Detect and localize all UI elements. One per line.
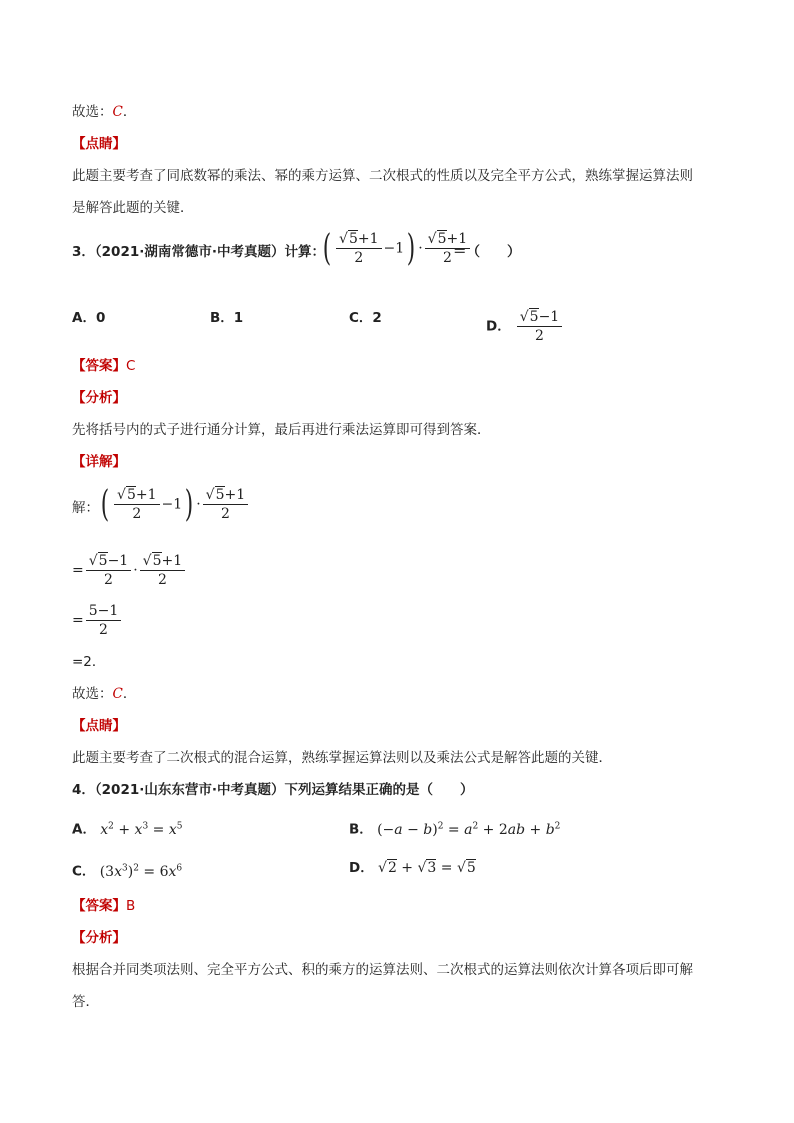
option-b: [210, 308, 243, 328]
option-value: 2: [372, 310, 382, 326]
solution-step-3: = $\frac{5-1}{2}$: [72, 602, 123, 639]
dianjing-text-3: 此题主要考查了二次根式的混合运算，熟练掌握运算法则以及乘法公式是解答此题的关键．: [72, 750, 612, 766]
choose-line-3: [72, 684, 136, 704]
answer-line-3: [72, 356, 135, 376]
option-d: D． $\frac{√5-1}{2}$: [486, 308, 564, 345]
analysis-text-4a: 根据合并同类项法则、完全平方公式、积的乘方的运算法则、二次根式的运算法则依次计算各项后即可解: [72, 962, 693, 978]
question-3-expression: ( $\frac{√5+1}{2}$ −1) · $\frac{√5+1}{2}$: [320, 230, 472, 267]
question-number: 3．: [72, 244, 95, 260]
option-b: [349, 816, 560, 840]
option-c: [349, 308, 382, 328]
solution-prefix: 解：: [72, 500, 99, 516]
choose-prefix: 故选：: [72, 104, 113, 120]
option-label: B．: [210, 310, 234, 326]
answer-line-4: [72, 896, 135, 916]
question-3-blank: ＝（ ）: [453, 244, 521, 260]
dianjing-text-1b: 是解答此题的关键．: [72, 200, 194, 216]
answer-tag: 【答案】: [72, 358, 126, 374]
detail-tag-3: 【详解】: [72, 454, 126, 470]
solution-step-1: ( $\frac{√5+1}{2}$ −1) · $\frac{√5+1}{2}$: [98, 486, 250, 523]
option-value: 1: [233, 310, 244, 326]
choose-prefix: 故选：: [72, 686, 113, 702]
option-value: 0: [95, 310, 106, 326]
option-label: C．: [349, 310, 373, 326]
dianjing-tag-3: 【点睛】: [72, 718, 126, 734]
answer-value: B: [126, 898, 136, 914]
choose-answer: C: [112, 686, 123, 702]
option-a: [72, 816, 182, 840]
option-a-formula: $x^2 + x^3 = x^5$: [100, 821, 183, 838]
analysis-text-3: 先将括号内的式子进行通分计算，最后再进行乘法运算即可得到答案．: [72, 422, 491, 438]
question-stem: 计算：: [284, 244, 325, 260]
question-stem: 下列运算结果正确的是（ ）: [284, 782, 474, 798]
option-label: A．: [72, 821, 96, 838]
question-number: 4．: [72, 782, 95, 798]
option-b-formula: $(-a - b)^2 = a^2 + 2ab + b^2$: [377, 821, 561, 838]
option-label: A．: [72, 310, 96, 326]
choose-answer: C: [112, 104, 123, 120]
option-d-formula: √2 + √3 = √5: [378, 860, 476, 876]
analysis-tag-3: 【分析】: [72, 390, 126, 406]
question-source: （2021·山东东营市·中考真题）: [94, 782, 285, 798]
solution-step-4: =2．: [72, 654, 106, 670]
dianjing-text-1a: 此题主要考查了同底数幂的乘法、幂的乘方运算、二次根式的性质以及完全平方公式，熟练掌握运算法则: [72, 168, 693, 184]
answer-value: C: [126, 358, 136, 374]
option-label: C．: [72, 863, 96, 880]
option-label: B．: [349, 821, 373, 838]
option-label: D．: [349, 860, 374, 876]
question-3: [72, 242, 325, 262]
analysis-text-4b: 答．: [72, 994, 99, 1010]
question-source: （2021·湖南常德市·中考真题）: [94, 244, 285, 260]
dianjing-tag-1: 【点睛】: [72, 136, 126, 152]
analysis-tag-4: 【分析】: [72, 930, 126, 946]
option-label: D．: [486, 318, 511, 335]
option-c: [72, 858, 182, 882]
choose-line-1: [72, 102, 136, 122]
option-d: [349, 858, 476, 878]
option-c-formula: $(3x^3)^2 = 6x^6$: [99, 863, 183, 880]
option-a: [72, 308, 105, 328]
solution-step-2: = $\frac{√5-1}{2}$ · $\frac{√5+1}{2}$: [72, 552, 187, 589]
choose-suffix: ．: [122, 104, 137, 120]
question-4: [72, 780, 474, 800]
choose-suffix: ．: [122, 686, 137, 702]
answer-tag: 【答案】: [72, 898, 126, 914]
